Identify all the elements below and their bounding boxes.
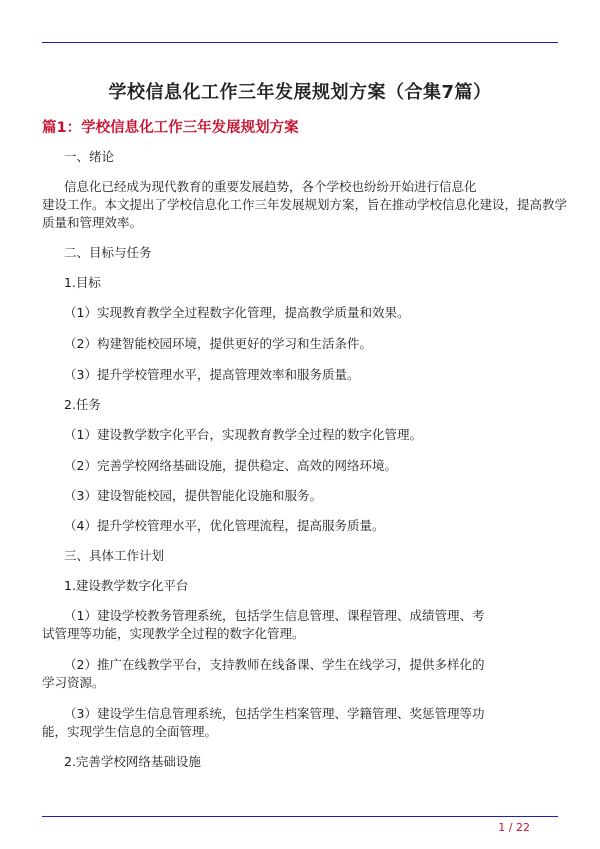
section-title: 篇1：学校信息化工作三年发展规划方案 [42,120,299,136]
list-item: （1）实现教育教学全过程数字化管理，提高教学质量和效果。 [64,305,410,320]
footer-rule [42,816,558,817]
list-item-continuation: 能，实现学生信息的全面管理。 [42,724,218,739]
page-indicator: 1 / 22 [498,821,530,834]
subheading-network-infrastructure: 2.完善学校网络基础设施 [64,754,201,769]
heading-work-plan: 三、具体工作计划 [64,548,165,563]
heading-introduction: 一、绪论 [64,149,115,164]
list-item: （4）提升学校管理水平，优化管理流程，提高服务质量。 [64,518,385,533]
list-item-continuation: 试管理等功能，实现教学全过程的数字化管理。 [42,626,305,641]
document-title: 学校信息化工作三年发展规划方案（合集7篇） [108,82,492,103]
list-item-continuation: 学习资源。 [42,675,105,690]
list-item: （2）完善学校网络基础设施，提供稳定、高效的网络环境。 [64,458,397,473]
heading-goals-tasks: 二、目标与任务 [64,245,152,260]
list-item: （2）推广在线教学平台，支持教师在线备课、学生在线学习，提供多样化的 [64,657,485,672]
subheading-tasks: 2.任务 [64,397,101,412]
paragraph-line: 建设工作。本文提出了学校信息化工作三年发展规划方案，旨在推动学校信息化建设，提高教学 [42,197,568,212]
list-item: （3）提升学校管理水平，提高管理效率和服务质量。 [64,367,360,382]
subheading-digital-platform: 1.建设教学数字化平台 [64,578,189,593]
paragraph-line: 信息化已经成为现代教育的重要发展趋势，各个学校也纷纷开始进行信息化 [64,179,477,194]
header-rule [42,42,558,43]
list-item: （1）建设教学数字化平台，实现教育教学全过程的数字化管理。 [64,427,422,442]
paragraph-line: 质量和管理效率。 [42,215,143,230]
list-item: （2）构建智能校园环境，提供更好的学习和生活条件。 [64,336,372,351]
list-item: （1）建设学校教务管理系统，包括学生信息管理、课程管理、成绩管理、考 [64,608,485,623]
subheading-goals: 1.目标 [64,275,101,290]
list-item: （3）建设智能校园，提供智能化设施和服务。 [64,488,322,503]
list-item: （3）建设学生信息管理系统，包括学生档案管理、学籍管理、奖惩管理等功 [64,706,485,721]
